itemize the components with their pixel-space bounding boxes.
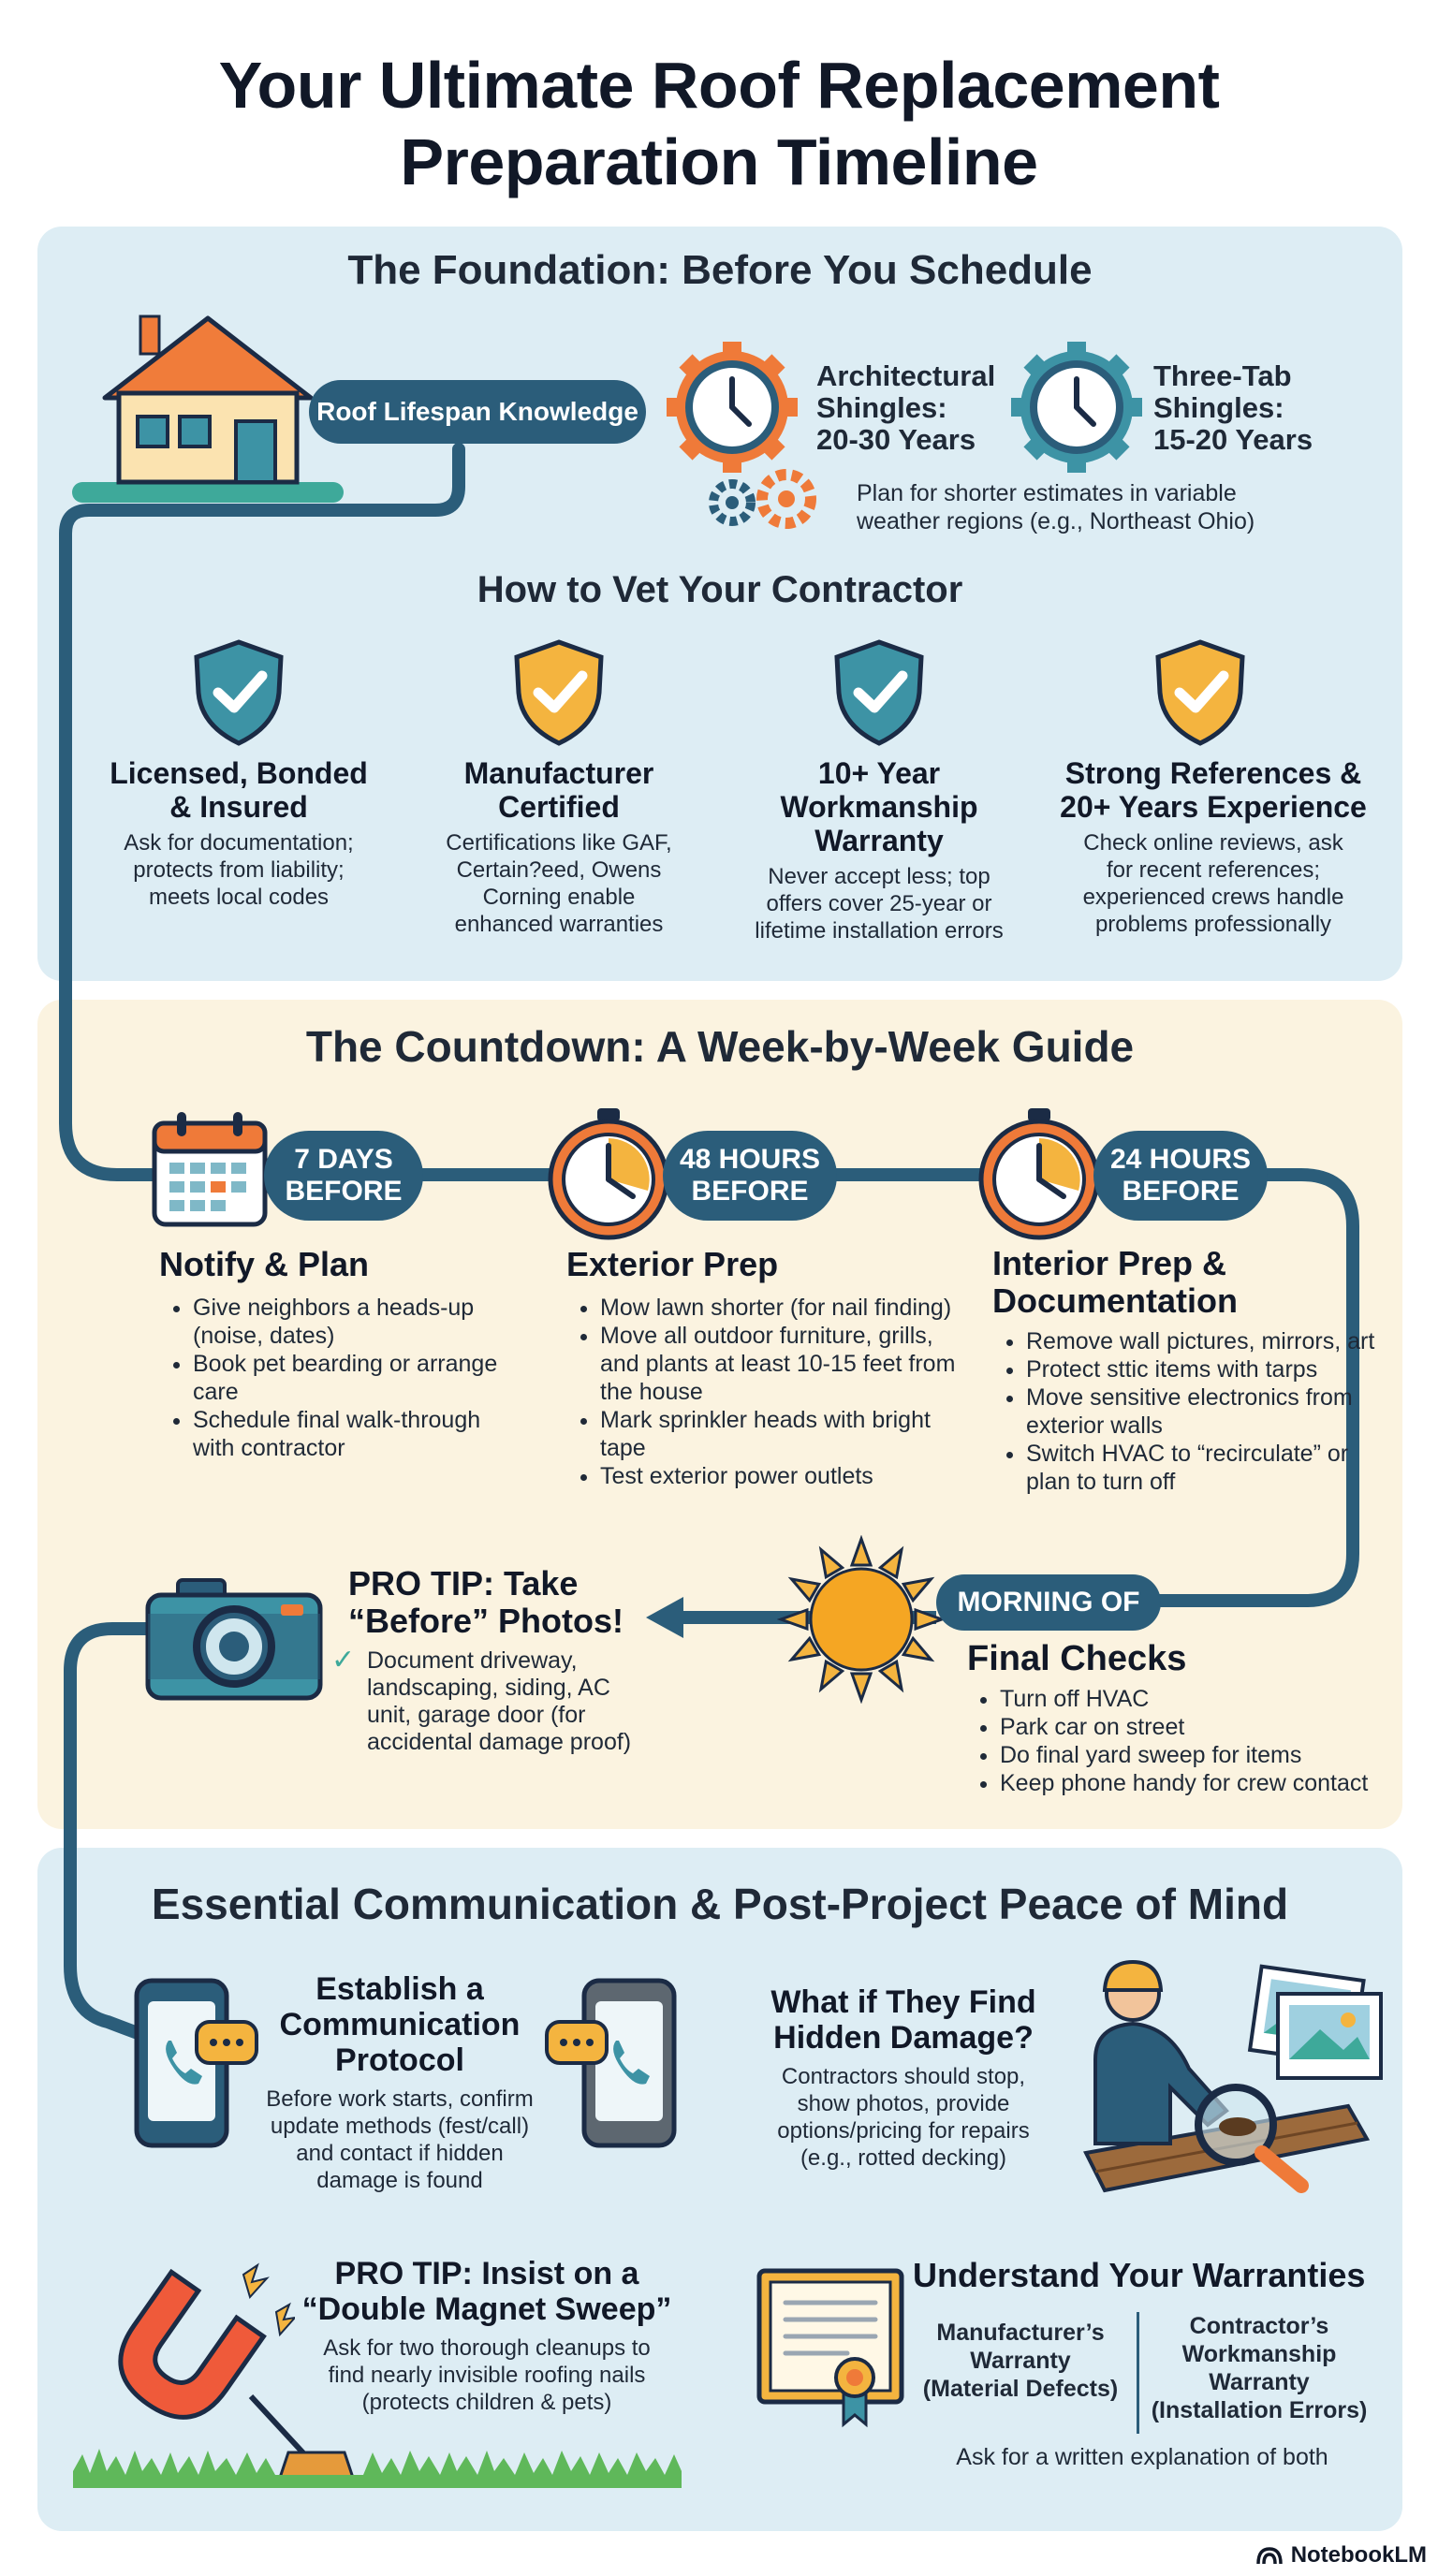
list-item: • Park car on street [1000, 1713, 1412, 1741]
arch-line-2: Shingles: [816, 391, 947, 424]
damage-desc-line: show photos, provide [797, 2091, 1010, 2116]
calendar-icon [145, 1105, 276, 1236]
list-item: • Mow lawn shorter (for nail finding) [600, 1294, 956, 1322]
criterion-desc: Corning enable [482, 885, 636, 910]
stopwatch-icon [543, 1105, 674, 1245]
shield-check-icon [507, 637, 610, 749]
list-item: • Give neighbors a heads-up (noise, dates) [193, 1294, 511, 1350]
check-icon: ✓ [331, 1645, 356, 1676]
pill-line-1: 7 DAYS [294, 1144, 393, 1175]
step-list [169, 1294, 511, 1462]
comm-title-line: Communication [279, 2007, 521, 2042]
warranties-title: Understand Your Warranties [913, 2256, 1366, 2294]
warranty-right-line: Contractor’s [1189, 2313, 1329, 2339]
list-item: • Do final yard sweep for items [1000, 1741, 1412, 1769]
weather-note-line-2: weather regions (e.g., Northeast Ohio) [857, 508, 1255, 534]
criterion-references [1040, 756, 1387, 938]
step-pill-24-hours [1093, 1131, 1268, 1221]
camera-icon [140, 1573, 328, 1704]
criterion-desc: problems professionally [1094, 912, 1332, 937]
house-icon [67, 309, 348, 505]
arch-line-1: Architectural [816, 359, 996, 392]
weather-note-line-1: Plan for shorter estimates in variable [857, 480, 1237, 506]
comm-desc-line: and contact if hidden [296, 2141, 504, 2166]
comm-desc-line: Before work starts, confirm [266, 2086, 534, 2112]
list-item: • Remove wall pictures, mirrors, art [1026, 1327, 1382, 1355]
criterion-title: Workmanship [780, 790, 978, 824]
worker-inspection-icon [1067, 1956, 1386, 2200]
pro-tip-line-1: PRO TIP: Take [348, 1564, 579, 1603]
criterion-title: & Insured [169, 790, 308, 824]
three-tab-line-3: 15-20 Years [1153, 423, 1313, 456]
stopwatch-icon [974, 1105, 1105, 1245]
comm-title-line: Protocol [335, 2042, 464, 2078]
step-pill-7-days [264, 1131, 423, 1221]
small-gears-icon [704, 463, 826, 538]
communication-protocol [245, 1971, 554, 2194]
final-checks-heading: Final Checks [967, 1639, 1187, 1678]
three-tab-line-2: Shingles: [1153, 391, 1284, 424]
criterion-title: Strong References & [1064, 756, 1362, 790]
warranty-left-line: Warranty [970, 2348, 1071, 2374]
countdown-title: The Countdown: A Week-by-Week Guide [305, 1022, 1135, 1071]
criterion-workmanship [720, 756, 1038, 944]
pill-line-2: BEFORE [691, 1176, 809, 1207]
list-item: • Move sensitive electronics from exterior walls [1026, 1383, 1382, 1440]
criterion-title: 20+ Years Experience [1060, 790, 1367, 824]
magnet-sweep-tip [281, 2256, 693, 2416]
warranty-left-line: Manufacturer’s [936, 2320, 1105, 2346]
criterion-desc: Never accept less; top [768, 864, 990, 889]
pill-line-2: BEFORE [285, 1176, 403, 1207]
list-item: • Move all outdoor furniture, grills, and plants at least 10-15 feet from the house [600, 1322, 956, 1406]
list-item: • Mark sprinkler heads with bright tape [600, 1406, 956, 1462]
step-list [1002, 1327, 1382, 1496]
warranty-divider [1137, 2312, 1139, 2434]
list-item: • Test exterior power outlets [600, 1462, 956, 1490]
pro-tip-photos-desc: Document driveway, landscaping, siding, AC unit, garage door (for accidental damage proof) [367, 1647, 632, 1755]
shield-check-icon [828, 637, 931, 749]
list-item: • Schedule final walk-through with contractor [193, 1406, 511, 1462]
list-item: • Turn off HVAC [1000, 1685, 1412, 1713]
pill-line-1: 24 HOURS [1109, 1144, 1252, 1175]
warranty-left-line: (Material Defects) [922, 2376, 1119, 2402]
three-tab-line-1: Three-Tab [1153, 359, 1292, 392]
warranty-footer: Ask for a written explanation of both [956, 2444, 1328, 2470]
magnet-desc-line: Ask for two thorough cleanups to [323, 2335, 651, 2361]
damage-desc-line: options/pricing for repairs [777, 2118, 1030, 2144]
step-heading: Notify & Plan [159, 1245, 370, 1283]
phone-chat-icon [541, 1975, 682, 2153]
magnet-title-line: PRO TIP: Insist on a [334, 2256, 639, 2291]
final-checks-list [976, 1685, 1412, 1797]
step-pill-48-hours [663, 1131, 837, 1221]
notebooklm-logo-icon [1255, 2545, 1284, 2566]
criterion-title: 10+ Year [817, 756, 941, 790]
step-heading: Exterior Prep [566, 1245, 779, 1283]
damage-desc-line: Contractors should stop, [781, 2064, 1026, 2089]
contractor-warranty [1147, 2312, 1372, 2424]
morning-of-pill: MORNING OF [936, 1574, 1161, 1631]
list-item: • Switch HVAC to “recirculate” or plan to turn off [1026, 1440, 1382, 1496]
three-tab-shingles [1153, 360, 1359, 456]
step-heading: Interior Prep & Documentation [992, 1244, 1239, 1320]
comm-desc-line: update methods (fest/call) [270, 2114, 530, 2139]
magnet-desc-line: find nearly invisible roofing nails [328, 2363, 646, 2388]
criterion-title: Certified [498, 790, 620, 824]
title-line-1: Your Ultimate Roof Replacement [218, 49, 1220, 122]
hidden-damage [749, 1984, 1058, 2172]
comm-title-line: Establish a [315, 1971, 484, 2007]
pill-line-2: BEFORE [1122, 1176, 1240, 1207]
pill-line-1: 48 HOURS [679, 1144, 821, 1175]
phone-chat-icon [131, 1975, 262, 2153]
damage-title-line: What if They Find [770, 1984, 1036, 2020]
damage-title-line: Hidden Damage? [773, 2020, 1034, 2056]
shield-check-icon [187, 637, 290, 749]
manufacturer-warranty [913, 2319, 1128, 2403]
criterion-desc: meets local codes [148, 885, 330, 910]
magnet-desc-line: (protects children & pets) [361, 2390, 612, 2415]
warranty-right-line: Workmanship [1181, 2341, 1337, 2367]
post-title: Essential Communication & Post-Project Peace of Mind [151, 1880, 1289, 1928]
weather-note [857, 479, 1343, 535]
architectural-shingles [816, 360, 1022, 456]
list-item: • Book pet bearding or arrange care [193, 1350, 511, 1406]
title-line-2: Preparation Timeline [400, 125, 1038, 198]
damage-desc-line: (e.g., rotted decking) [800, 2145, 1007, 2171]
gear-clock-icon [667, 342, 798, 473]
arch-line-3: 20-30 Years [816, 423, 976, 456]
brand-label: NotebookLM [1290, 2542, 1427, 2568]
criterion-desc: Ask for documentation; [124, 830, 354, 856]
vet-title: How to Vet Your Contractor [477, 569, 963, 610]
criterion-manufacturer [400, 756, 718, 938]
criterion-title: Warranty [814, 824, 944, 857]
criterion-licensed [80, 756, 398, 911]
brand-mark [1255, 2542, 1427, 2569]
shield-check-icon [1149, 637, 1252, 749]
criterion-title: Manufacturer [463, 756, 654, 790]
gear-clock-icon [1011, 342, 1142, 473]
comm-desc-line: damage is found [316, 2168, 483, 2193]
roof-lifespan-pill: Roof Lifespan Knowledge [309, 380, 646, 444]
criterion-desc: enhanced warranties [454, 912, 664, 937]
pro-tip-line-2: “Before” Photos! [348, 1602, 624, 1640]
step-list [576, 1294, 956, 1490]
criterion-title: Licensed, Bonded [110, 756, 368, 790]
criterion-desc: experienced crews handle [1082, 885, 1344, 910]
sun-icon [777, 1535, 946, 1704]
criterion-desc: lifetime installation errors [755, 918, 1004, 944]
list-item: • Keep phone handy for crew contact [1000, 1769, 1412, 1797]
criterion-desc: Certifications like GAF, [446, 830, 672, 856]
list-item: • Protect sttic items with tarps [1026, 1355, 1382, 1383]
criterion-desc: Check online reviews, ask [1083, 830, 1343, 856]
warranty-right-line: (Installation Errors) [1151, 2397, 1368, 2423]
criterion-desc: protects from liability; [133, 857, 345, 883]
pro-tip-photos-title [348, 1565, 624, 1640]
certificate-icon [754, 2265, 908, 2429]
criterion-desc: offers cover 25-year or [766, 891, 992, 916]
warranty-right-line: Warranty [1209, 2369, 1310, 2395]
criterion-desc: Certain?eed, Owens [456, 857, 662, 883]
foundation-title: The Foundation: Before You Schedule [347, 247, 1093, 293]
criterion-desc: for recent references; [1106, 857, 1321, 883]
magnet-title-line: “Double Magnet Sweep” [301, 2291, 672, 2327]
